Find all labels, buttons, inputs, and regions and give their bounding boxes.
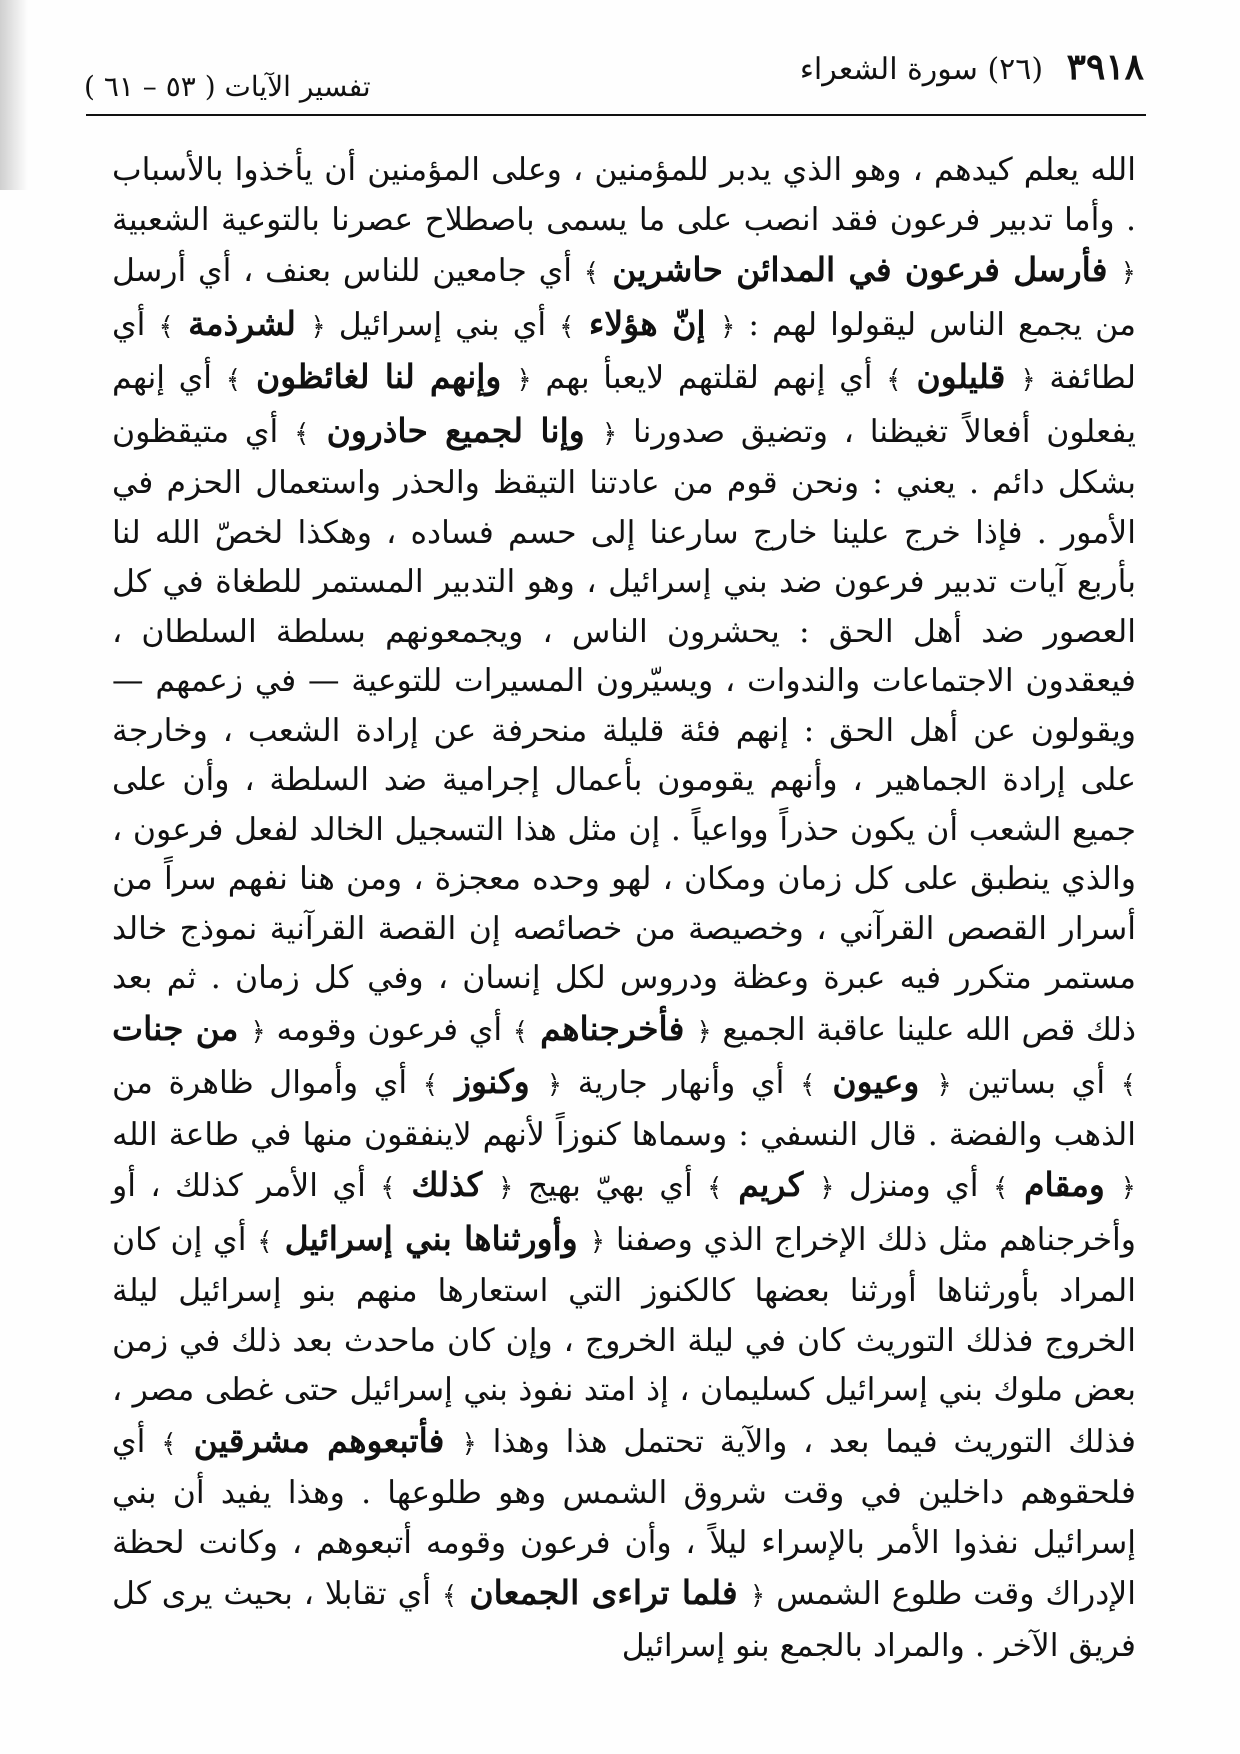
quote-open-bracket: ﴿ xyxy=(589,1226,606,1257)
section-title: تفسير الآيات ( ٥٣ – ٦١ ) xyxy=(84,70,371,103)
quran-quote: وإنا لجميع حاذرون xyxy=(309,410,602,450)
quote-open-bracket: ﴿ xyxy=(498,1173,514,1203)
quote-close-bracket: ﴾ xyxy=(1120,1070,1136,1100)
quote-open-bracket: ﴿ xyxy=(546,1070,563,1100)
quote-open-bracket: ﴿ xyxy=(601,418,618,449)
quote-close-bracket: ﴾ xyxy=(158,311,174,342)
quran-quote: من جنات xyxy=(112,1008,251,1048)
quote-close-bracket: ﴾ xyxy=(800,1070,816,1100)
quran-quote: ومقام xyxy=(1008,1165,1121,1204)
quran-quote: قليلون xyxy=(901,357,1021,396)
page-number: ٣٩١٨ xyxy=(1066,46,1144,88)
quote-close-bracket: ﴾ xyxy=(257,1226,273,1257)
quote-open-bracket: ﴿ xyxy=(310,311,326,342)
header-divider xyxy=(86,114,1146,116)
quote-close-bracket: ﴾ xyxy=(422,1070,438,1100)
quote-close-bracket: ﴾ xyxy=(886,365,902,395)
quran-quote: إنّ هؤلاء xyxy=(574,303,721,343)
quote-open-bracket: ﴿ xyxy=(250,1016,266,1047)
quote-close-bracket: ﴾ xyxy=(707,1173,723,1203)
quote-open-bracket: ﴿ xyxy=(461,1428,477,1459)
main-text-block xyxy=(112,146,1136,1671)
quran-quote: فأتبعوهم مشرقين xyxy=(176,1420,462,1460)
quote-open-bracket: ﴿ xyxy=(1020,365,1036,395)
quote-open-bracket: ﴿ xyxy=(750,1581,766,1611)
surah-label: (٢٦) سورة الشعراء xyxy=(799,52,1044,87)
quran-quote: كريم xyxy=(722,1165,820,1204)
scan-shadow-edge xyxy=(0,0,28,190)
header-page-info xyxy=(800,46,1144,88)
quote-close-bracket: ﴾ xyxy=(225,365,241,395)
quote-open-bracket: ﴿ xyxy=(1120,1173,1136,1203)
quran-quote: فأرسل فرعون في المدائن حاشرين xyxy=(599,250,1121,289)
quote-close-bracket: ﴾ xyxy=(559,311,575,342)
body-paragraph: الله يعلم كيدهم ، وهو الذي يدبر للمؤمنين ، وعلى المؤمنين أن يأخذوا بالأسباب . وأما تدبير فرعون فقد انصب على ما يسمى باصطلاح عصرنا بالتوعية الشعبية ﴿ فأرسل فرعون في المدائن حاشرين ﴾ أي جامعين للناس بعنف ، أي أرسل من يجمع الناس ليقولوا لهم : ﴿ إنّ هؤلاء ﴾ أي بني إسرائيل ﴿ لشرذمة ﴾ أي لطائفة ﴿ قليلون ﴾ أي إنهم لقلتهم لايعبأ بهم ﴿ وإنهم لنا لغائظون ﴾ أي إنهم يفعلون أفعالاً تغيظنا ، وتضيق صدورنا ﴿ وإنا لجميع حاذرون ﴾ أي متيقظون بشكل دائم . يعني : ونحن قوم من عادتنا التيقظ والحذر واستعمال الحزم في الأمور . فإذا خرج علينا خارج سارعنا إلى حسم فساده ، وهكذا لخصّ الله لنا بأربع آيات تدبير فرعون ضد بني إسرائيل ، وهو التدبير المستمر للطغاة في كل العصور ضد أهل الحق : يحشرون الناس ، ويجمعونهم بسلطة السلطان ، فيعقدون الاجتماعات والندوات ، ويسيّرون المسيرات للتوعية — في زعمهم — ويقولون عن أهل الحق : إنهم فئة قليلة منحرفة عن إرادة الشعب ، وخارجة على إرادة الجماهير ، وأنهم يقومون بأعمال إجرامية ضد السلطة ، وأن على جميع الشعب أن يكون حذراً وواعياً . إن مثل هذا التسجيل الخالد لفعل فرعون ، والذي ينطبق على كل زمان ومكان ، لهو وحده معجزة ، ومن هنا نفهم سراً من أسرار القصص القرآني ، وخصيصة من خصائصه إن القصة القرآنية نموذج خالد مستمر متكرر فيه عبرة وعظة ودروس لكل إنسان ، وفي كل زمان . ثم بعد ذلك قص الله علينا عاقبة الجميع ﴿ فأخرجناهم ﴾ أي فرعون وقومه ﴿ من جنات ﴾ أي بساتين ﴿ وعيون ﴾ أي وأنهار جارية ﴿ وكنوز ﴾ أي وأموال ظاهرة من الذهب والفضة . قال النسفي : وسماها كنوزاً لأنهم لاينفقون منها في طاعة الله ﴿ ومقام ﴾ أي ومنزل ﴿ كريم ﴾ أي بهيّ بهيج ﴿ كذلك ﴾ أي الأمر كذلك ، أو وأخرجناهم مثل ذلك الإخراج الذي وصفنا ﴿ وأورثناها بني إسرائيل ﴾ أي إن كان المراد بأورثناها أورثنا بعضها كالكنوز التي استعارها منهم بنو إسرائيل ليلة الخروج فذلك التوريث كان في ليلة الخروج ، وإن كان ماحدث بعد ذلك في زمن بعض ملوك بني إسرائيل كسليمان ، إذ امتد نفوذ بني إسرائيل حتى غطى مصر ، فذلك التوريث فيما بعد ، والآية تحتمل هذا وهذا ﴿ فأتبعوهم مشرقين ﴾ أي فلحقوهم داخلين في وقت شروق الشمس وهو طلوعها . وهذا يفيد أن بني إسرائيل نفذوا الأمر بالإسراء ليلاً ، وأن فرعون وقومه أتبعوهم ، وكانت لحظة الإدراك وقت طلوع الشمس ﴿ فلما تراءى الجمعان ﴾ أي تقابلا ، بحيث يرى كل فريق الآخر . والمراد بالجمع بنو إسرائيل xyxy=(112,152,1137,1664)
quran-quote: وأورثناها بني إسرائيل xyxy=(272,1218,590,1258)
quote-open-bracket: ﴿ xyxy=(936,1070,952,1100)
quote-close-bracket: ﴾ xyxy=(512,1016,528,1047)
running-header xyxy=(84,40,1144,112)
quote-open-bracket: ﴿ xyxy=(819,1173,835,1203)
quote-close-bracket: ﴾ xyxy=(380,1173,396,1203)
quote-close-bracket: ﴾ xyxy=(294,418,310,449)
quote-close-bracket: ﴾ xyxy=(583,258,599,288)
quran-quote: فأخرجناهم xyxy=(528,1008,697,1048)
quote-close-bracket: ﴾ xyxy=(441,1581,458,1611)
quran-quote: وعيون xyxy=(815,1062,937,1101)
quote-close-bracket: ﴾ xyxy=(161,1428,177,1459)
quote-open-bracket: ﴿ xyxy=(696,1016,712,1047)
quran-quote: وإنهم لنا لغائظون xyxy=(240,357,517,396)
quran-quote: وكنوز xyxy=(438,1062,547,1101)
quran-quote: فلما تراءى الجمعان xyxy=(457,1573,751,1612)
quran-quote: كذلك xyxy=(395,1165,499,1204)
quote-open-bracket: ﴿ xyxy=(516,365,532,395)
quote-close-bracket: ﴾ xyxy=(992,1173,1009,1203)
quote-open-bracket: ﴿ xyxy=(720,311,736,342)
quran-quote: لشرذمة xyxy=(173,303,311,343)
quote-open-bracket: ﴿ xyxy=(1120,258,1136,288)
